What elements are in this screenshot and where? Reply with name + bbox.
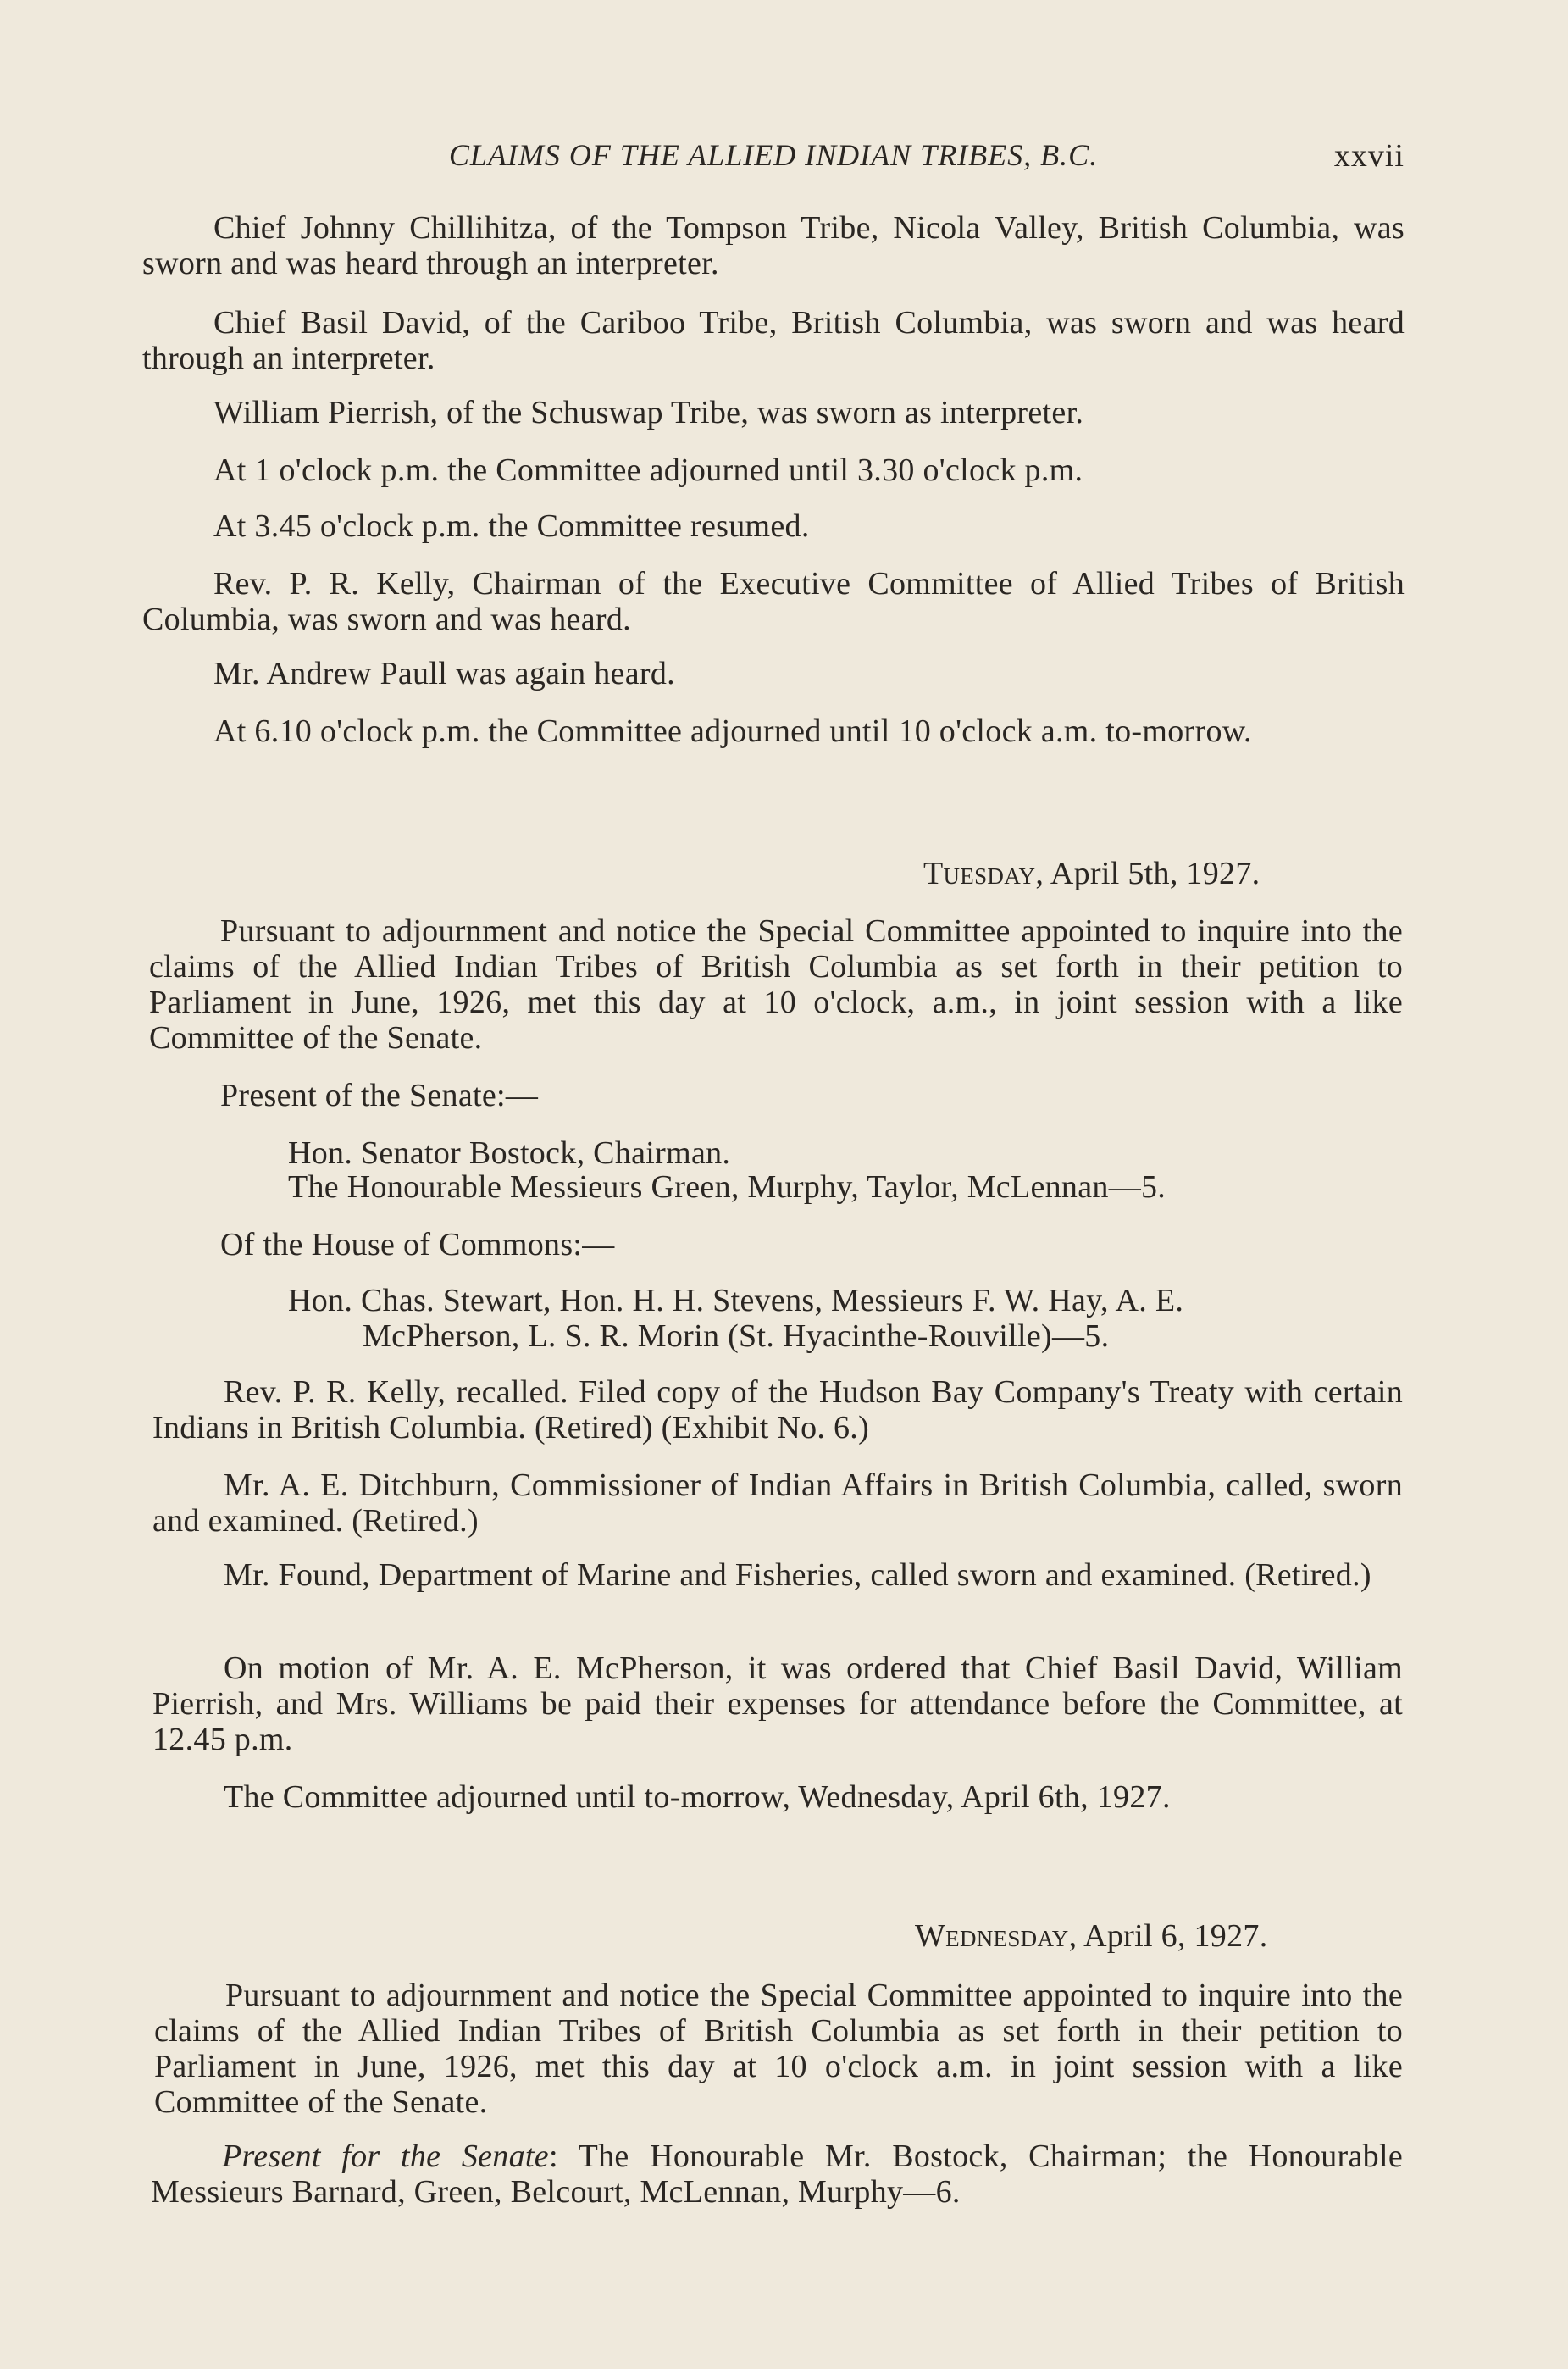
house-members-line1: Hon. Chas. Stewart, Hon. H. H. Stevens, Messieurs F. W. Hay, A. E. (288, 1283, 1184, 1318)
present-senate-label: Present for the Senate (222, 2139, 549, 2174)
house-of-commons-heading: Of the House of Commons:— (220, 1227, 615, 1262)
paragraph-kelly-recalled: Rev. P. R. Kelly, recalled. Filed copy of the Hudson Bay Company's Treaty with certain Indians in British Columbia. (Retired) (Exhibit No. 6.) (152, 1374, 1403, 1445)
page-header (142, 137, 1405, 180)
paragraph-kelly-sworn: Rev. P. R. Kelly, Chairman of the Executive Committee of Allied Tribes of British Columbia, was sworn and was heard. (142, 566, 1405, 637)
paragraph-pierrish: William Pierrish, of the Schuswap Tribe, was sworn as interpreter. (213, 395, 1084, 430)
paragraph-chillihitza: Chief Johnny Chillihitza, of the Tompson Tribe, Nicola Valley, British Columbia, was sworn and was heard through an interpreter. (142, 210, 1405, 281)
present-senate-heading: Present of the Senate:— (220, 1078, 539, 1113)
date-heading-tuesday (923, 856, 1260, 891)
date-day: Wednesday (915, 1918, 1069, 1954)
date-rest: , April 6, 1927. (1068, 1918, 1268, 1954)
paragraph-pursuant-wednesday: Pursuant to adjournment and notice the Special Committee appointed to inquire into the claims of the Allied Indian Tribes of British Columbia as set forth in their petition to Parliament in June, 1926, met this day at 10 o'clock a.m. in joint session with a like Committee of the Senate. (154, 1978, 1403, 2120)
senate-members: The Honourable Messieurs Green, Murphy, Taylor, McLennan—5. (288, 1169, 1166, 1205)
paragraph-ditchburn: Mr. A. E. Ditchburn, Commissioner of Indian Affairs in British Columbia, called, sworn and examined. (Retired.) (152, 1467, 1403, 1539)
page-number: xxvii (1333, 138, 1405, 174)
house-members-line2: McPherson, L. S. R. Morin (St. Hyacinthe-Rouville)—5. (363, 1318, 1110, 1354)
paragraph-pursuant-tuesday: Pursuant to adjournment and notice the Special Committee appointed to inquire into the claims of the Allied Indian Tribes of British Columbia as set forth in their petition to Parliament in June, 1926, met this day at 10 o'clock, a.m., in joint session with a like Committee of the Senate. (149, 913, 1403, 1056)
paragraph-found: Mr. Found, Department of Marine and Fisheries, called sworn and examined. (Retired.) (224, 1557, 1371, 1593)
date-rest: , April 5th, 1927. (1035, 856, 1260, 891)
date-day: Tuesday (923, 856, 1036, 891)
present-senate-members: : The Honourable Mr. Bostock, Chairman; the Honourable Messieurs Barnard, Green, Belcourt, McLennan, Murphy—6. (151, 2139, 1404, 2210)
paragraph-basil-david: Chief Basil David, of the Cariboo Tribe, British Columbia, was sworn and was heard through an interpreter. (142, 305, 1405, 376)
paragraph-adjourned-1pm: At 1 o'clock p.m. the Committee adjourned until 3.30 o'clock p.m. (213, 452, 1083, 488)
paragraph-paull: Mr. Andrew Paull was again heard. (213, 656, 675, 691)
paragraph-adjourned-wednesday: The Committee adjourned until to-morrow, Wednesday, April 6th, 1927. (224, 1779, 1171, 1815)
paragraph-adjourned-610: At 6.10 o'clock p.m. the Committee adjourned until 10 o'clock a.m. to-morrow. (213, 713, 1252, 749)
date-heading-wednesday (915, 1918, 1268, 1954)
paragraph-present-senate-wednesday (151, 2139, 1403, 2210)
senate-chairman: Hon. Senator Bostock, Chairman. (288, 1135, 731, 1171)
running-title: CLAIMS OF THE ALLIED INDIAN TRIBES, B.C. (448, 138, 1099, 172)
paragraph-motion-expenses: On motion of Mr. A. E. McPherson, it was ordered that Chief Basil David, William Pierrish, and Mrs. Williams be paid their expenses for attendance before the Committee, at 12.45 p.m. (152, 1651, 1403, 1757)
paragraph-resumed: At 3.45 o'clock p.m. the Committee resumed. (213, 508, 810, 544)
